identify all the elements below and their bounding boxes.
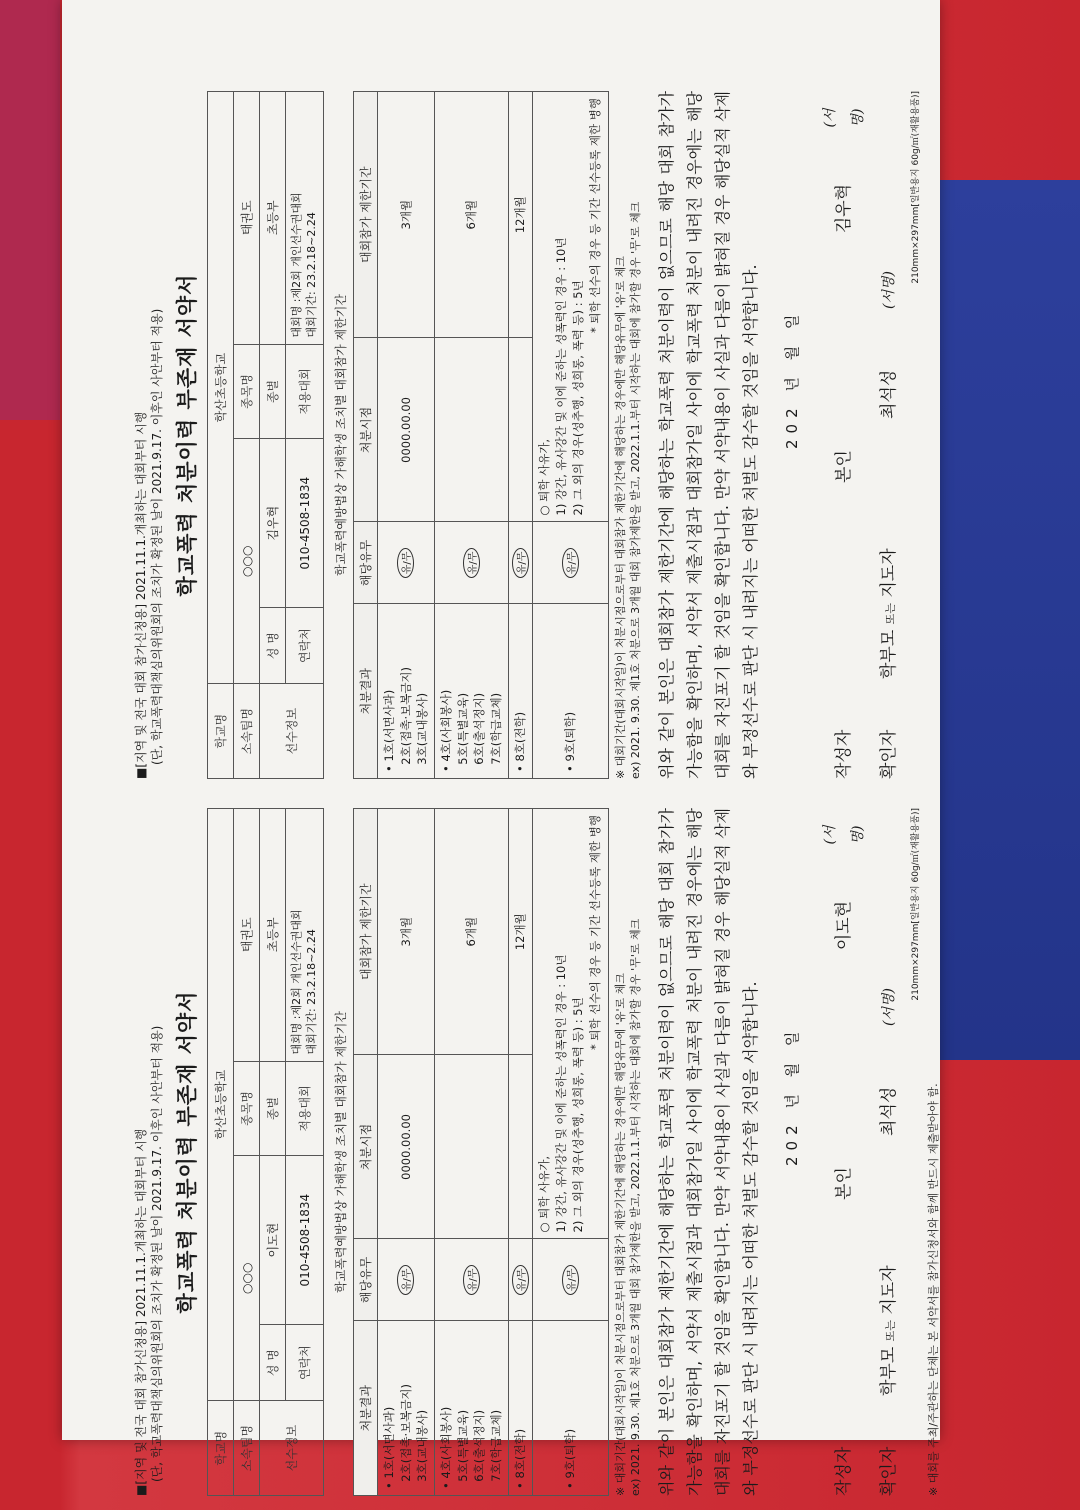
table-row [377,92,434,779]
contact-label: 연락처 [286,607,324,683]
player-name: 이도현 [260,1156,286,1325]
writer-name: 이도현 [834,900,855,951]
table-row [508,92,532,779]
player-label: 선수정보 [260,1401,324,1496]
row-result: • 9호(퇴학) [532,604,608,779]
row-limit: 3개월 [377,809,434,1055]
notice-line-2: (단, 학교폭력대책심의위원회의 조치가 확정된 날이 2021.9.17. 이후인 사안부터 적용) [150,1025,165,1482]
table-caption: 학교폭력예방법상 가해학생 조치별 대회참가 제한기간 [333,294,348,576]
paper-sheet [62,0,941,1496]
writer-signature: (서명) [822,108,867,128]
writer-signature: (서명) [822,825,867,845]
notes [613,91,644,779]
writer-label: 작성자 [834,1446,855,1496]
signature-block [816,91,906,779]
row-date [434,1055,508,1239]
reason-head: ○ 퇴학 사유가, [536,1155,551,1233]
row-limit: 6개월 [434,809,508,1055]
col-date: 처분시점 [353,338,377,522]
confirmer-label: 확인자 [879,729,900,779]
notes [613,808,644,1496]
row-result: • 8호(전학) [508,604,532,779]
player-name: 김우혁 [260,439,286,608]
team-value: ○○○ [234,1156,260,1401]
yn-check: 유/무 [463,548,480,579]
table-row [508,809,532,1496]
tournament-label: 적용대회 [286,344,324,439]
team-label: 소속팀명 [234,1401,260,1496]
tournament-value [286,92,324,345]
pledge-form-top [127,73,997,793]
row-date: 0000.00.00 [377,338,434,522]
player-label: 선수정보 [260,684,324,779]
reason-head: ○ 퇴학 사유가, [536,438,551,516]
event-label: 종목명 [234,1061,260,1156]
reason-1: 1) 강간, 유사강간 및 이에 준하는 성폭력인 경우 : 10년 [553,954,568,1233]
reason-3: * 퇴학 선수의 경우 등 기간 선수등록 제한 병행 [588,815,603,1050]
col-limit: 대회참가 제한기간 [353,809,377,1055]
paper-spec: 210mm×297mm[일반용지 60g/㎡(재활용품)] [911,808,922,1001]
or-label: 또는 [884,1320,898,1342]
tournament-label: 적용대회 [286,1061,324,1156]
gender-value: 초등부 [260,809,286,1062]
confirmer-name: 최석성 [879,1086,900,1136]
school-value: 학산초등학교 [208,809,234,1401]
yn-check: 유/무 [562,1265,579,1296]
col-limit: 대회참가 제한기간 [353,92,377,338]
school-label: 학교명 [208,1401,234,1496]
notice-line-2: (단, 학교폭력대책심의위원회의 조치가 확정된 날이 2021.9.17. 이후인 사안부터 적용) [150,308,165,765]
confirmer-name: 최석성 [879,369,900,419]
yn-check: 유/무 [397,548,414,579]
footer-note: ※ 대회를 주최/주관하는 단체는 본 서약서를 참가신청서와 함께 반드시 제출받아야 함. [927,1083,941,1496]
note-1: ※ 대회기간(대회시작일)이 처분시점으로부터 대회참가 제한기간에 해당하는 경우에만 해당유무에 '유'로 체크 [613,973,627,1496]
date-line: 202 년 월 일 [783,1025,802,1166]
yn-check: 유/무 [562,548,579,579]
table-caption: 학교폭력예방법상 가해학생 조치별 대회참가 제한기간 [333,1011,348,1293]
info-table [207,91,324,779]
col-date: 처분시점 [353,1055,377,1239]
form-title: 학교폭력 처분이력 부존재 서약서 [175,273,200,597]
school-label: 학교명 [208,684,234,779]
purple-mat [0,0,60,420]
parent-label: 학부모 [879,1346,900,1396]
row-limit: 12개월 [508,92,532,338]
school-value: 학산초등학교 [208,92,234,684]
contact-value: 010-4508-1834 [286,439,324,608]
notice-line-1: ■[지역 및 전국 대회 참가신청용] 2021.11.1.개최하는 대회부터 시행 [134,1128,148,1496]
tournament-period: 대회기간: 23.2.18~2.24 [304,929,318,1055]
discipline-table [353,808,609,1496]
event-value: 태권도 [234,809,260,1062]
col-result: 처분결과 [353,604,377,779]
date-line: 202 년 월 일 [783,308,802,449]
or-label: 또는 [884,603,898,625]
row-limit: 3개월 [377,92,434,338]
coach-label: 지도자 [879,548,900,598]
name-label: 성 명 [260,1324,286,1400]
row-limit: 6개월 [434,92,508,338]
row-result: • 1호(서면사과) 2호(접촉·보복금지) 3호(교내봉사) [377,1321,434,1496]
table-row [532,92,608,779]
team-label: 소속팀명 [234,684,260,779]
yn-check: 유/무 [512,548,529,579]
contact-value: 010-4508-1834 [286,1156,324,1325]
row-limit: 12개월 [508,809,532,1055]
row-result: • 8호(전학) [508,1321,532,1496]
discipline-table [353,91,609,779]
note-2: ex) 2021. 9.30. 제1호 처분으로 3개월 대회 참가제한을 받고, 2022.1.1.부터 시작하는 대회에 참가할 경우 '무'로 체크 [629,918,643,1496]
writer-name: 김우혁 [834,183,855,234]
confirmer-signature: (서명) [881,988,898,1026]
col-yn: 해당유무 [353,522,377,604]
row-date [508,338,532,522]
confirmer-signature: (서명) [881,271,898,309]
tournament-period: 대회기간: 23.2.18~2.24 [304,212,318,338]
table-row [532,809,608,1496]
reason-2: 2) 그 외의 경우(성추행, 성희롱, 폭력 등) : 5년 [571,997,586,1233]
col-result: 처분결과 [353,1321,377,1496]
paper-spec: 210mm×297mm[일반용지 60g/㎡(재활용품)] [911,91,922,284]
row-result: • 4호(사회봉사) 5호(특별교육) 6호(출석정지) 7호(학급교체) [434,604,508,779]
gender-label: 종별 [260,1061,286,1156]
row-result: • 1호(서면사과) 2호(접촉·보복금지) 3호(교내봉사) [377,604,434,779]
notice [133,91,165,779]
expulsion-reasons [532,92,608,522]
writer-label: 작성자 [834,729,855,779]
table-row [434,92,508,779]
name-label: 성 명 [260,607,286,683]
pledge-text: 위와 같이 본인은 대회참가 제한기간에 해당하는 학교폭력 처분이력이 없으므로 해당 대회 참가가 가능함을 확인하며, 서약서 제출시점과 대회참가일 사이에 학교폭력 처분이 내려진 경우에는 해당대회를 자진포기 할 것임을 확인합니다. 만약 서약내용이 사실과 다름이 밝혀질 경우 해당실적 삭제와 부정선수로 판단 시 내려지는 어떠한 처벌도 감수할 것임을 서약합니다. [657,91,761,779]
row-date [434,338,508,522]
row-result: • 4호(사회봉사) 5호(특별교육) 6호(출석정지) 7호(학급교체) [434,1321,508,1496]
notice [133,808,165,1496]
col-yn: 해당유무 [353,1239,377,1321]
reason-1: 1) 강간, 유사강간 및 이에 준하는 성폭력인 경우 : 10년 [553,237,568,516]
pledge-text: 위와 같이 본인은 대회참가 제한기간에 해당하는 학교폭력 처분이력이 없으므로 해당 대회 참가가 가능함을 확인하며, 서약서 제출시점과 대회참가일 사이에 학교폭력 처분이 내려진 경우에는 해당대회를 자진포기 할 것임을 확인합니다. 만약 서약내용이 사실과 다름이 밝혀질 경우 해당실적 삭제와 부정선수로 판단 시 내려지는 어떠한 처벌도 감수할 것임을 서약합니다. [657,808,761,1496]
yn-check: 유/무 [463,1265,480,1296]
contact-label: 연락처 [286,1324,324,1400]
confirmer-label: 확인자 [879,1446,900,1496]
table-row [377,809,434,1496]
team-value: ○○○ [234,439,260,684]
notice-line-1: ■[지역 및 전국 대회 참가신청용] 2021.11.1.개최하는 대회부터 시행 [134,411,148,779]
yn-check: 유/무 [397,1265,414,1296]
form-title: 학교폭력 처분이력 부존재 서약서 [175,990,200,1314]
self-label: 본인 [834,450,855,483]
self-label: 본인 [834,1167,855,1200]
event-value: 태권도 [234,92,260,345]
reason-2: 2) 그 외의 경우(성추행, 성희롱, 폭력 등) : 5년 [571,280,586,516]
row-date: 0000.00.00 [377,1055,434,1239]
tournament-value [286,809,324,1062]
event-label: 종목명 [234,344,260,439]
expulsion-reasons [532,809,608,1239]
yn-check: 유/무 [512,1265,529,1296]
signature-block [816,808,906,1496]
coach-label: 지도자 [879,1265,900,1315]
info-table [207,808,324,1496]
reason-3: * 퇴학 선수의 경우 등 기간 선수등록 제한 병행 [588,98,603,333]
table-row [434,809,508,1496]
gender-label: 종별 [260,344,286,439]
pledge-form-bottom [127,790,997,1510]
row-date [508,1055,532,1239]
parent-label: 학부모 [879,629,900,679]
row-result: • 9호(퇴학) [532,1321,608,1496]
tournament-name: 대회명 :제2회 개인선수권대회 [290,192,304,338]
note-2: ex) 2021. 9.30. 제1호 처분으로 3개월 대회 참가제한을 받고, 2022.1.1.부터 시작하는 대회에 참가할 경우 '무'로 체크 [629,201,643,779]
note-1: ※ 대회기간(대회시작일)이 처분시점으로부터 대회참가 제한기간에 해당하는 경우에만 해당유무에 '유'로 체크 [613,256,627,779]
gender-value: 초등부 [260,92,286,345]
tournament-name: 대회명 :제2회 개인선수권대회 [290,909,304,1055]
